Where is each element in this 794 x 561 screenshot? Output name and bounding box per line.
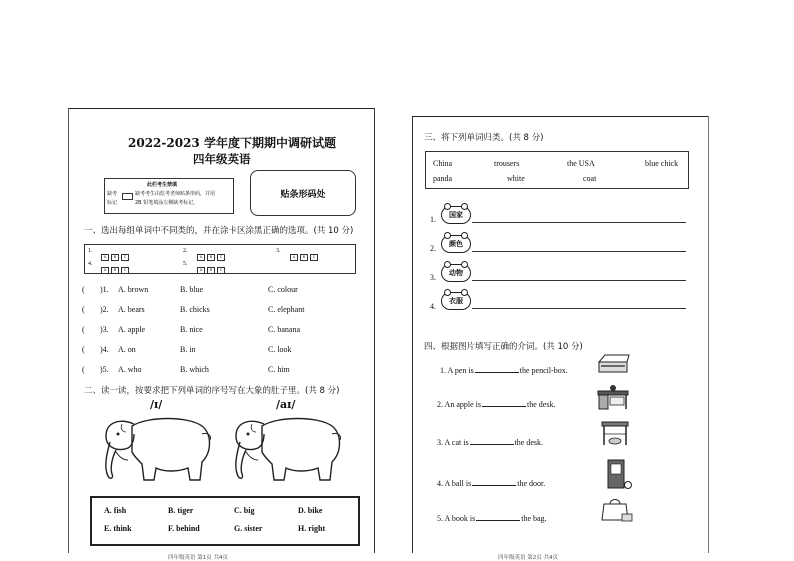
answer-line[interactable] [472,280,686,281]
exam-subtitle: 四年级英语 [193,152,251,166]
option-c: C. him [268,365,290,374]
category-number: 1. [430,215,436,224]
preposition-item-1: 1. A pen is the pencil-box. [440,366,568,375]
door-ball-image [604,458,634,492]
classify-word: the USA [567,159,595,168]
answer-bubbles[interactable]: A B C [197,248,227,266]
option-c: C. colour [268,285,298,294]
answer-number: 3. [276,248,281,254]
preposition-item-2: 2. An apple is the desk. [437,400,556,409]
page-2-left-edge [412,116,413,553]
paren-open: ( [82,305,85,314]
word-option: H. right [298,524,326,533]
category-number: 3. [430,273,436,282]
page-1-left-edge [68,108,69,553]
option-c: C. elephant [268,305,305,314]
section-4-heading: 四、根据图片填写正确的介词。(共 10 分) [424,342,583,352]
category-frame-clothes: 衣服 [441,292,471,310]
item-number: )4. [100,345,109,354]
desk-apple-image [596,383,630,411]
notice-box [104,178,234,214]
option-c: C. banana [268,325,300,334]
section-3-heading: 三、将下列单词归类。(共 8 分) [424,133,544,143]
exam-title: 2022-2023 学年度下期期中调研试题 [128,136,336,150]
answer-number: 5. [183,261,188,267]
option-b: B. nice [180,325,203,334]
answer-bubbles[interactable]: A B C [101,261,131,279]
answer-line[interactable] [472,251,686,252]
classify-word: China [433,159,453,168]
page-1-right-edge [374,108,375,553]
paren-open: ( [82,285,85,294]
answer-bubbles[interactable]: A B C [101,248,131,266]
absent-label-1: 缺考 [107,191,118,197]
answer-bubbles[interactable]: A B C [290,248,320,266]
category-frame-animal: 动物 [441,264,471,282]
classify-word-box [425,151,689,189]
pencil-box-image [597,352,631,376]
item-number: )1. [100,285,109,294]
word-bank-box [90,496,360,546]
page-1-top-edge [68,108,374,109]
answer-number: 4. [88,261,93,267]
word-option: F. behind [168,524,200,533]
page-2-right-edge [708,116,709,553]
page-2-top-edge [412,116,708,117]
option-a: A. apple [118,325,146,334]
option-a: A. who [118,365,142,374]
item-number: )3. [100,325,109,334]
paren-open: ( [82,345,85,354]
classify-word: white [507,174,525,183]
option-b: B. which [180,365,209,374]
paren-open: ( [82,365,85,374]
absent-label-2: 标记 [107,200,118,206]
classify-word: blue chick [645,159,679,168]
phonetic-left: /ɪ/ [150,398,163,411]
answer-line[interactable] [472,308,686,309]
classify-word: coat [583,174,597,183]
item-number: )5. [100,365,109,374]
blank-input[interactable] [472,485,516,486]
category-number: 2. [430,244,436,253]
phonetic-right: /aɪ/ [276,398,296,411]
bag-book-image [600,494,636,524]
preposition-item-5: 5. A book is the bag. [437,514,547,523]
paren-open: ( [82,325,85,334]
option-c: C. look [268,345,292,354]
desk-cat-image [600,419,630,447]
answer-bubbles[interactable]: A B C [197,261,227,279]
word-option: D. bike [298,506,323,515]
word-option: B. tiger [168,506,194,515]
answer-number: 1. [88,248,93,254]
word-option: A. fish [104,506,127,515]
word-option: C. big [234,506,255,515]
page-1-footer: 四年级英语 第1页 共4页 [168,555,228,561]
category-frame-colour: 颜色 [441,235,471,253]
blank-input[interactable] [470,444,514,445]
option-a: A. on [118,345,136,354]
word-option: E. think [104,524,132,533]
option-b: B. in [180,345,196,354]
item-number: )2. [100,305,109,314]
answer-line[interactable] [472,222,686,223]
notice-text-1: 缺考考生由监考老师贴条形码，并用 [135,191,216,197]
section-1-heading: 一、选出每组单词中不同类的，并在涂卡区涂黑正确的选项。(共 10 分) [84,226,354,236]
category-frame-country: 国家 [441,206,471,224]
word-option: G. sister [234,524,263,533]
answer-number: 2. [183,248,188,254]
answer-card-area [84,244,356,274]
option-a: A. brown [118,285,149,294]
classify-word: panda [433,174,453,183]
notice-heading: 此栏考生禁填 [147,182,178,188]
barcode-area: 贴条形码处 [250,170,356,216]
elephant-right-image [228,412,348,488]
section-2-heading: 二、读一读，按要求把下列单词的序号写在大象的肚子里。(共 8 分) [84,386,340,396]
classify-word: trousers [494,159,520,168]
blank-input[interactable] [476,520,520,521]
preposition-item-3: 3. A cat is the desk. [437,438,543,447]
preposition-item-4: 4. A ball is the door. [437,479,546,488]
option-b: B. blue [180,285,204,294]
category-number: 4. [430,302,436,311]
elephant-left-image [98,412,218,488]
absent-mark-box[interactable] [122,193,133,200]
blank-input[interactable] [475,372,519,373]
option-a: A. bears [118,305,145,314]
blank-input[interactable] [482,406,526,407]
notice-text-2: 2B 铅笔填涂左侧缺考标记。 [135,200,199,206]
page-2-footer: 四年级英语 第2页 共4页 [498,555,558,561]
option-b: B. chicks [180,305,210,314]
